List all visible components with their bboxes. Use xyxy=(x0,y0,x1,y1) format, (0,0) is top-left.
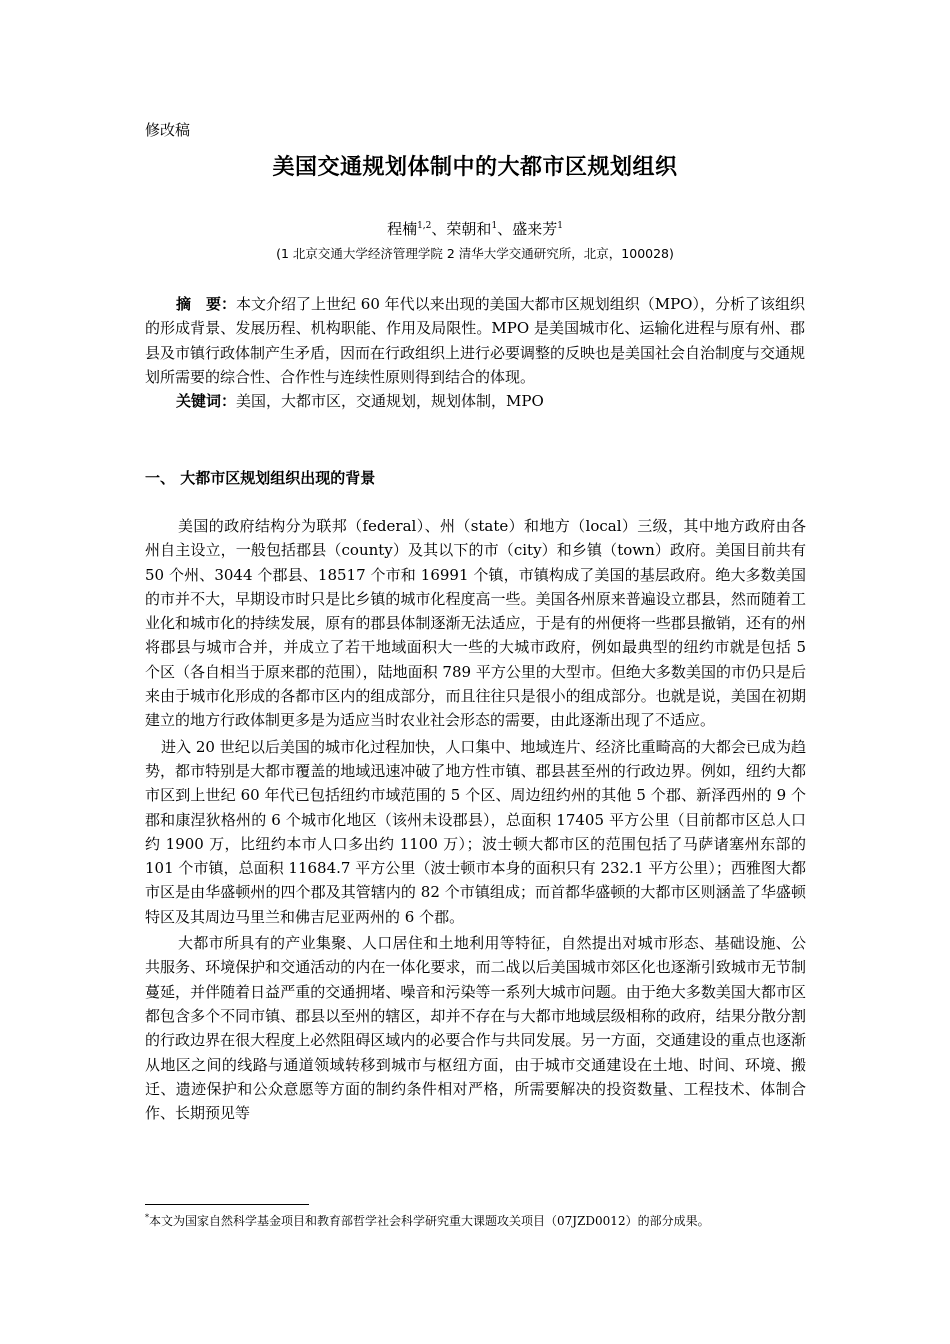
body-paragraph: 美国的政府结构分为联邦（federal）、州（state）和地方（local）三级，其中地方政府由各州自主设立，一般包括郡县（county）及其以下的市（city）和乡镇（town）政府。美国目前共有 50 个州、3044 个郡县、18517 个市和 16991 个镇，市镇构成了美国的基层政府。绝大多数美国的市并不大，早期设市时只是比乡镇的城市化程度高一些。美国各州原来普遍设立郡县，然而随着工业化和城市化的持续发展，原有的郡县体制逐渐无法适应，于是有的州便将一些郡县撤销，还有的州将郡县与城市合并，并成立了若干地域面积大一些的大城市政府，例如最典型的纽约市就是包括 5 个区（各自相当于原来郡的范围），陆地面积 789 平方公里的大型市。但绝大多数美国的市仍只是后来由于城市化形成的各都市区内的组成部分，而且往往只是很小的组成部分。也就是说，美国在初期建立的地方行政体制更多是为适应当时农业社会形态的需要，由此逐渐出现了不适应。 xyxy=(145,517,806,730)
footnote xyxy=(145,1212,710,1229)
body-paragraph: 大都市所具有的产业集聚、人口居住和土地利用等特征，自然提出对城市形态、基础设施、公共服务、环境保护和交通活动的内在一体化要求，而二战以后美国城市郊区化也逐渐引致城市无节制蔓延，并伴随着日益严重的交通拥堵、噪音和污染等一系列大城市问题。由于绝大多数美国大都市区都包含多个不同市镇、郡县以至州的辖区，却并不存在与大都市地域层级相称的政府，结果分散分割的行政边界在很大程度上必然阻碍区域内的必要合作与共同发展。另一方面，交通建设的重点也逐渐从地区之间的线路与通道领域转移到城市与枢纽方面，由于城市交通建设在土地、时间、环境、搬迁、遗迹保护和公众意愿等方面的制约条件相对严格，所需要解决的投资数量、工程技术、体制合作、长期预见等 xyxy=(145,934,806,1123)
author-name: 程楠 xyxy=(387,220,418,238)
abstract xyxy=(145,292,805,389)
body-paragraph: 进入 20 世纪以后美国的城市化过程加快，人口集中、地域连片、经济比重畸高的大都会已成为趋势，都市特别是大都市覆盖的地域迅速冲破了地方性市镇、郡县甚至州的行政边界。例如，纽约大都市区到上世纪 60 年代已包括纽约市域范围的 5 个区、周边纽约州的其他 5 个郡、新泽西州的 9 个郡和康涅狄格州的 6 个城市化地区（该州未设郡县），总面积 17405 平方公里（目前都市区总人口约 1900 万，比纽约本市人口多出约 1100 万）；波士顿大都市区的范围包括了马萨诸塞州东部的 101 个市镇，总面积 11684.7 平方公里（波士顿市本身的面积只有 232.1 平方公里）；西雅图大都市区是由华盛顿州的四个郡及其管辖内的 82 个市镇组成；而首都华盛顿的大都市区则涵盖了华盛顿特区及其周边马里兰和佛吉尼亚两州的 6 个郡。 xyxy=(145,737,806,926)
affiliation: (1 北京交通大学经济管理学院 2 清华大学交通研究所，北京，100028) xyxy=(276,246,674,261)
author-name: 荣朝和 xyxy=(446,220,492,238)
keywords-label: 关键词： xyxy=(176,392,237,410)
author-line xyxy=(0,218,950,239)
author-affil-mark: 1 xyxy=(491,221,498,231)
keywords-text: 美国，大都市区，交通规划，规划体制，MPO xyxy=(236,392,544,410)
section-body xyxy=(145,514,806,1127)
author-separator: 、 xyxy=(431,220,447,238)
section-heading: 一、 大都市区规划组织出现的背景 xyxy=(145,469,376,487)
footnote-divider xyxy=(145,1204,309,1205)
author-separator: 、 xyxy=(497,220,513,238)
paper-title: 美国交通规划体制中的大都市区规划组织 xyxy=(272,155,678,180)
draft-label: 修改稿 xyxy=(145,121,191,139)
abstract-label: 摘 要： xyxy=(176,295,237,313)
footnote-marker: * xyxy=(145,1213,149,1222)
abstract-text: 本文介绍了上世纪 60 年代以来出现的美国大都市区规划组织（MPO），分析了该组织的形成背景、发展历程、机构职能、作用及局限性。MPO 是美国城市化、运输化进程与原有州、郡县及市镇行政体制产生矛盾，因而在行政组织上进行必要调整的反映也是美国社会自治制度与交通规划所需要的综合性、合作性与连续性原则得到结合的体现。 xyxy=(145,295,806,386)
footnote-text: 本文为国家自然科学基金项目和教育部哲学社会科学研究重大课题攻关项目（07JZD0012）的部分成果。 xyxy=(149,1214,710,1228)
author-name: 盛来芳 xyxy=(512,220,558,238)
author-affil-mark: 1,2 xyxy=(417,221,432,231)
keywords xyxy=(176,389,806,413)
author-affil-mark: 1 xyxy=(557,221,563,231)
